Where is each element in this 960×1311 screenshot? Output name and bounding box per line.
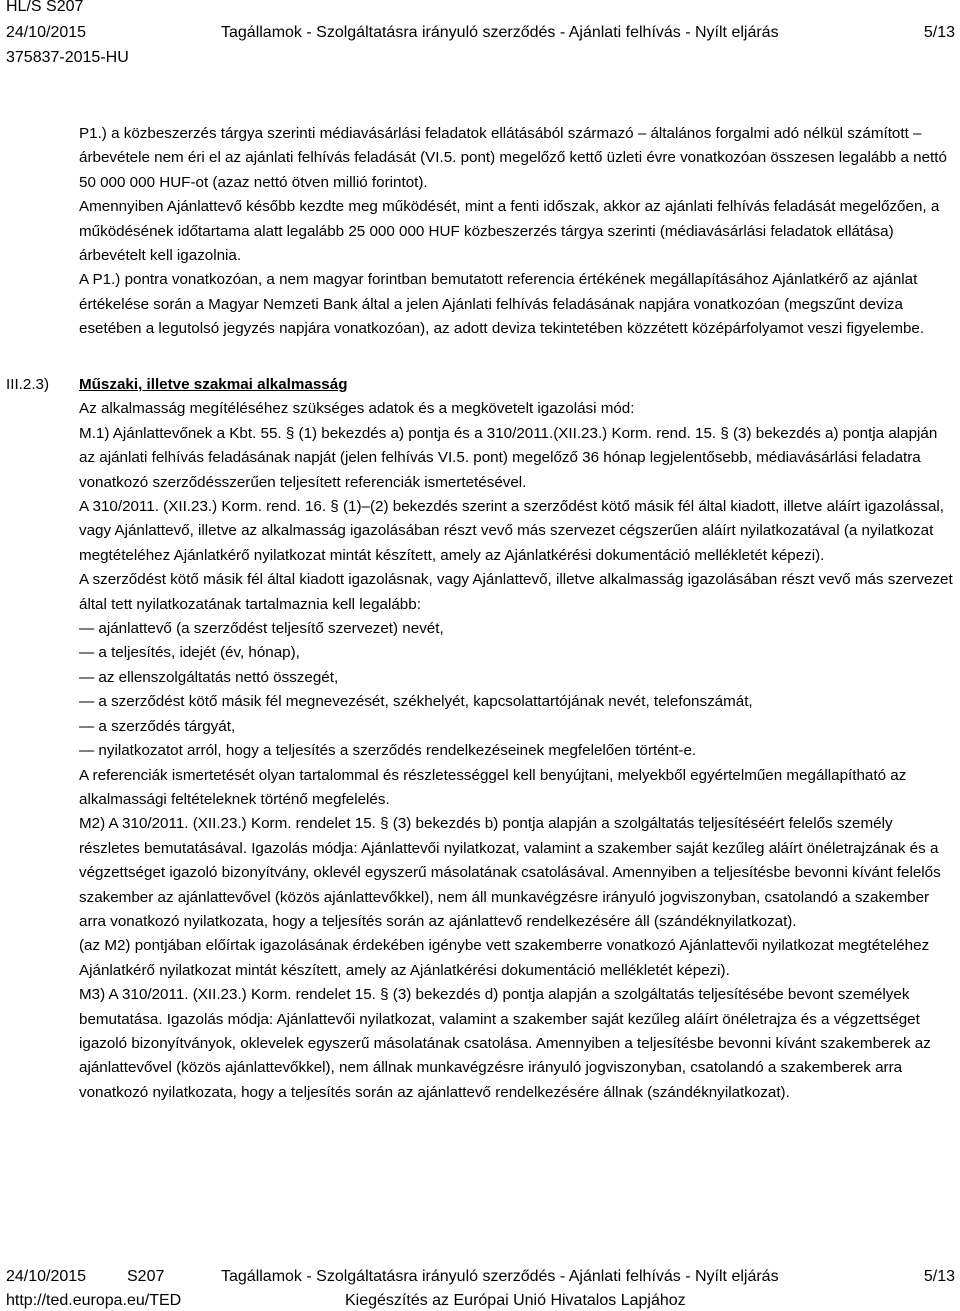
paragraph-m3: M3) A 310/2011. (XII.23.) Korm. rendelet 15. § (3) bekezdés d) pontja alapján a szolgáltatás teljesítésébe bevont személyek bemutatása. Igazolás módja: Ajánlattevői nyilatkozat, valamint a szakember saját kezűleg aláírt önéletrajza és a végzettséget igazoló bizonyítványok, oklevelek egyszerű másolatának csatolása. Amennyiben a teljesítésbe bevonni kívánt szakemberek az ajánlattevővel (közös ajánlattevőkkel), nem állnak munkavégzésre irányuló jogviszonyban, csatolandó a szakemberek arra vonatkozó nyilatkozata, hogy a teljesítés során az ajánlattevő rendelkezésére állnak (szándéknyilatkozat).	[79, 986, 931, 1101]
paragraph-p1-currency: A P1.) pontra vonatkozóan, a nem magyar forintban bemutatott referencia értékének megállapításához Ajánlatkérő az ajánlat értékelése során a Magyar Nemzeti Bank által a jelen Ajánlati felhívás feladásának napjára vonatkozóan (megszűnt deviza esetében a legutolsó jegyzés napjára vonatkozóan), az adott deviza tekintetében közzétett középárfolyamot veszi figyelembe.	[79, 271, 925, 338]
footer-series: S207	[127, 1268, 165, 1285]
footer-publisher: Kiegészítés az Európai Unió Hivatalos Lapjához	[345, 1292, 686, 1309]
header-page-number: 5/13	[923, 24, 955, 41]
header-date: 24/10/2015	[6, 24, 87, 41]
header-ref-number: 375837-2015-HU	[6, 49, 129, 66]
paragraph-m1-details: A referenciák ismertetését olyan tartalommal és részletességgel kell benyújtani, melyekből egyértelműen megállapítható az alkalmassági feltételeknek történő megfelelés.	[79, 766, 907, 808]
technical-text-block	[79, 373, 955, 1105]
paragraph-p1-startup: Amennyiben Ajánlattevő később kezdte meg működését, mint a fenti időszak, akkor az ajánlati felhívás feladását megelőzően, a működésének időtartama alatt legalább 25 000 000 HUF közbeszerzés tárgya szerinti (médiavásárlási feladatok ellátása) árbevételt kell igazolnia.	[79, 198, 940, 265]
paragraph-m1-proof: A 310/2011. (XII.23.) Korm. rend. 16. § (1)–(2) bekezdés szerint a szerződést kötő másik fél által kiadott, illetve aláírt igazolással, vagy Ajánlattevő, illetve az alkalmasság igazolásában részt vevő más szervezet cégszerűen aláírt nyilatkozatával (a nyilatkozat megtételéhez Ajánlatkérő nyilatkozat mintát készített, amely az Ajánlatkérési dokumentáció mellékletét képezi).	[79, 498, 944, 564]
section-number: III.2.3)	[6, 376, 50, 393]
footer-title: Tagállamok - Szolgáltatásra irányuló szerződés - Ajánlati felhívás - Nyílt eljárás	[221, 1268, 779, 1285]
dash-item: — a teljesítés, idejét (év, hónap),	[79, 644, 300, 662]
paragraph-m1: M.1) Ajánlattevőnek a Kbt. 55. § (1) bekezdés a) pontja és a 310/2011.(XII.23.) Korm. rend. 15. § (3) bekezdés a) pontja alapján az ajánlati felhívás feladásának napját (jelen felhívás VI.5. pont) megelőző 36 hónap legjelentősebb, médiavásárlási feladatra vonatkozó szerződésszerűen teljesített referenciák ismertetésével.	[79, 424, 938, 491]
paragraph-m1-content: A szerződést kötő másik fél által kiadott igazolásnak, vagy Ajánlattevő, illetve alkalmasság igazolásában részt vevő más szervezet által tett nyilatkozatának tartalmaznia kell legalább:	[79, 571, 953, 613]
dash-item: — nyilatkozatot arról, hogy a teljesítés a szerződés rendelkezéseinek megfelelően történt-e.	[79, 742, 697, 760]
section-title: Műszaki, illetve szakmai alkalmasság	[79, 376, 348, 393]
footer-ted-link[interactable]: http://ted.europa.eu/TED	[6, 1292, 182, 1309]
paragraph-m2-template: (az M2) pontjában előírtak igazolásának érdekében igénybe vett szakemberre vonatkozó Ajánlattevői nyilatkozat megtételéhez Ajánlatkérő nyilatkozat mintát készített, amely az Ajánlatkérési dokumentáció mellékletét képezi).	[79, 937, 930, 979]
financial-text-block	[79, 122, 955, 342]
header-title: Tagállamok - Szolgáltatásra irányuló szerződés - Ajánlati felhívás - Nyílt eljárás	[221, 24, 779, 41]
footer-date: 24/10/2015	[6, 1268, 87, 1285]
footer-page-number: 5/13	[923, 1268, 955, 1285]
dash-item: — ajánlattevő (a szerződést teljesítő szervezet) nevét,	[79, 620, 444, 638]
dash-item: — a szerződést kötő másik fél megnevezését, székhelyét, kapcsolattartójának nevét, telefonszámát,	[79, 693, 753, 711]
header-doc-id: HL/S S207	[6, 0, 84, 15]
paragraph-m2: M2) A 310/2011. (XII.23.) Korm. rendelet 15. § (3) bekezdés b) pontja alapján a szolgáltatás teljesítéséért felelős személy részletes bemutatásával. Igazolás módja: Ajánlattevői nyilatkozat, valamint a szakember saját kezűleg aláírt önéletrajzának és a végzettséget igazoló bizonyítvány, oklevél egyszerű másolatának csatolásával. Amennyiben a teljesítésbe bevonni kívánt felelős szakember az ajánlattevővel (közös ajánlattevőkkel), nem áll munkavégzésre irányuló jogviszonyban, csatolandó a szakember arra vonatkozó nyilatkozata, hogy a teljesítés során az ajánlattevő rendelkezésére áll (szándéknyilatkozat).	[79, 815, 941, 930]
paragraph-p1: P1.) a közbeszerzés tárgya szerinti médiavásárlási feladatok ellátásából származó – általános forgalmi adó nélkül számított – árbevétele nem éri el az ajánlati felhívás feladását (VI.5. pont) megelőző kettő üzleti évre vonatkozóan összesen legalább a nettó 50 000 000 HUF-ot (azaz nettó ötven millió forintot).	[79, 125, 947, 191]
dash-item: — a szerződés tárgyát,	[79, 717, 236, 735]
section-intro: Az alkalmasság megítéléséhez szükséges adatok és a megkövetelt igazolási mód:	[79, 400, 635, 418]
dash-item: — az ellenszolgáltatás nettó összegét,	[79, 668, 339, 686]
